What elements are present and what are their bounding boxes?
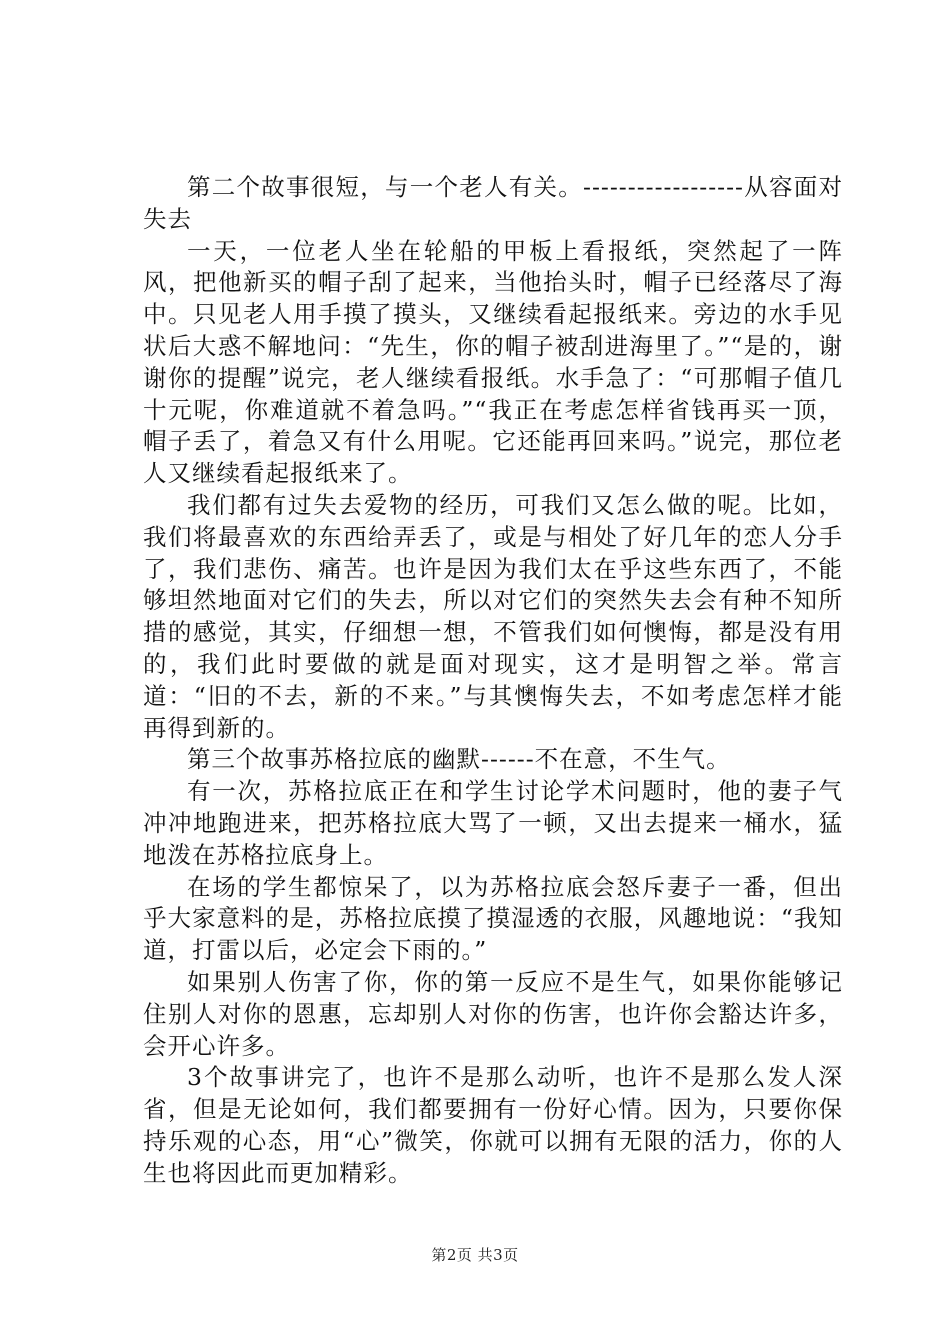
paragraph-story-two-title: 第二个故事很短，与一个老人有关。------------------从容面对失去 bbox=[143, 173, 843, 233]
paragraph-socrates-reply: 在场的学生都惊呆了，以为苏格拉底会怒斥妻子一番，但出乎大家意料的是，苏格拉底摸了摸湿透的衣服，风趣地说：“我知道，打雷以后，必定会下雨的。” bbox=[143, 872, 843, 965]
paragraph-story-three-title: 第三个故事苏格拉底的幽默------不在意，不生气。 bbox=[187, 745, 731, 774]
document-body bbox=[143, 172, 843, 1190]
page-number-footer: 第2页 共3页 bbox=[431, 1246, 519, 1264]
paragraph-socrates-story: 有一次，苏格拉底正在和学生讨论学术问题时，他的妻子气冲冲地跑进来，把苏格拉底大骂了一顿，又出去提来一桶水，猛地泼在苏格拉底身上。 bbox=[143, 777, 843, 869]
paragraph-forgiveness: 如果别人伤害了你，你的第一反应不是生气，如果你能够记住别人对你的恩惠，忘却别人对你的伤害，也许你会豁达许多，会开心许多。 bbox=[143, 967, 843, 1060]
paragraph-losing-reflection: 我们都有过失去爱物的经历，可我们又怎么做的呢。比如，我们将最喜欢的东西给弄丢了，或是与相处了好几年的恋人分手了，我们悲伤、痛苦。也许是因为我们太在乎这些东西了，不能够坦然地面对它们的失去，所以对它们的突然失去会有种不知所措的感觉，其实，仔细想一想，不管我们如何懊悔，都是没有用的，我们此时要做的就是面对现实，这才是明智之举。常言道：“旧的不去，新的不来。”与其懊悔失去，不如考虑怎样才能再得到新的。 bbox=[143, 490, 843, 742]
paragraph-old-man-story: 一天，一位老人坐在轮船的甲板上看报纸，突然起了一阵风，把他新买的帽子刮了起来，当他抬头时，帽子已经落尽了海中。只见老人用手摸了摸头，又继续看起报纸来。旁边的水手见状后大惑不解地问：“先生，你的帽子被刮进海里了。”“是的，谢谢你的提醒”说完，老人继续看报纸。水手急了：“可那帽子值几十元呢，你难道就不着急吗。”“我正在考虑怎样省钱再买一顶，帽子丢了，着急又有什么用呢。它还能再回来吗。”说完，那位老人又继续看起报纸来了。 bbox=[143, 236, 843, 488]
paragraph-conclusion: 3个故事讲完了，也许不是那么动听，也许不是那么发人深省，但是无论如何，我们都要拥有一份好心情。因为，只要你保持乐观的心态，用“心”微笑，你就可以拥有无限的活力，你的人生也将因此而更加精彩。 bbox=[143, 1063, 843, 1187]
